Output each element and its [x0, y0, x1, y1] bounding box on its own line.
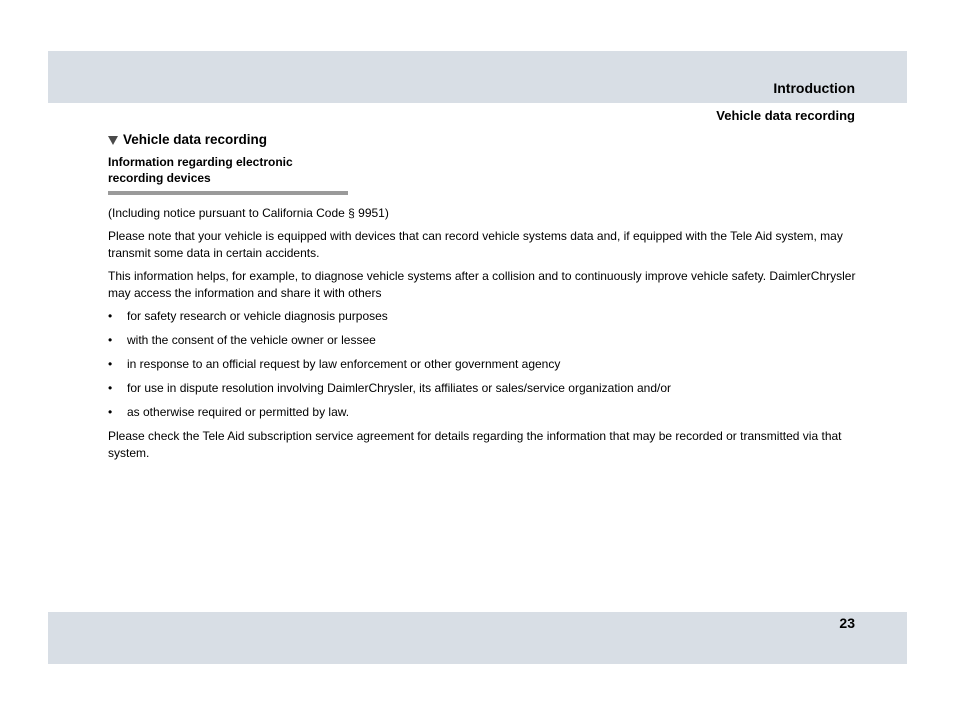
subheading: Information regarding electronic recording devices — [108, 154, 348, 195]
content-heading — [108, 131, 858, 148]
paragraph-equipment: Please note that your vehicle is equipped with devices that can record vehicle systems data and, if equipped with the Tele Aid system, may transmit some data in certain accidents. — [108, 229, 843, 260]
paragraph-notice: (Including notice pursuant to California Code § 9951) — [108, 206, 389, 220]
list-item-text: for safety research or vehicle diagnosis purposes — [127, 309, 388, 323]
list-item-text: in response to an official request by law enforcement or other government agency — [127, 357, 561, 371]
bullet-icon: • — [108, 405, 113, 419]
list-item — [108, 332, 858, 349]
footer-band — [48, 612, 907, 664]
list-item-text: as otherwise required or permitted by law. — [127, 405, 350, 419]
list-item-text: for use in dispute resolution involving DaimlerChrysler, its affiliates or sales/service organization and/or — [127, 381, 672, 395]
bullet-icon: • — [108, 333, 113, 347]
bullet-icon: • — [108, 357, 113, 371]
main-content — [108, 131, 858, 468]
list-item — [108, 356, 858, 373]
page-number: 23 — [839, 615, 855, 631]
chapter-title: Introduction — [773, 80, 855, 96]
list-item-text: with the consent of the vehicle owner or lessee — [127, 333, 376, 347]
list-item — [108, 380, 858, 397]
paragraph-closing: Please check the Tele Aid subscription service agreement for details regarding the information that may be recorded or transmitted via that system. — [108, 429, 842, 460]
section-title: Vehicle data recording — [716, 108, 855, 123]
bullet-list — [108, 308, 858, 421]
bullet-icon: • — [108, 309, 113, 323]
bullet-icon: • — [108, 381, 113, 395]
list-item — [108, 308, 858, 325]
content-heading-text: Vehicle data recording — [123, 132, 268, 147]
paragraph-usage: This information helps, for example, to diagnose vehicle systems after a collision and to continuously improve vehicle safety. DaimlerChrysler may access the information and share it with others — [108, 269, 856, 300]
triangle-down-icon — [108, 136, 118, 145]
list-item — [108, 404, 858, 421]
